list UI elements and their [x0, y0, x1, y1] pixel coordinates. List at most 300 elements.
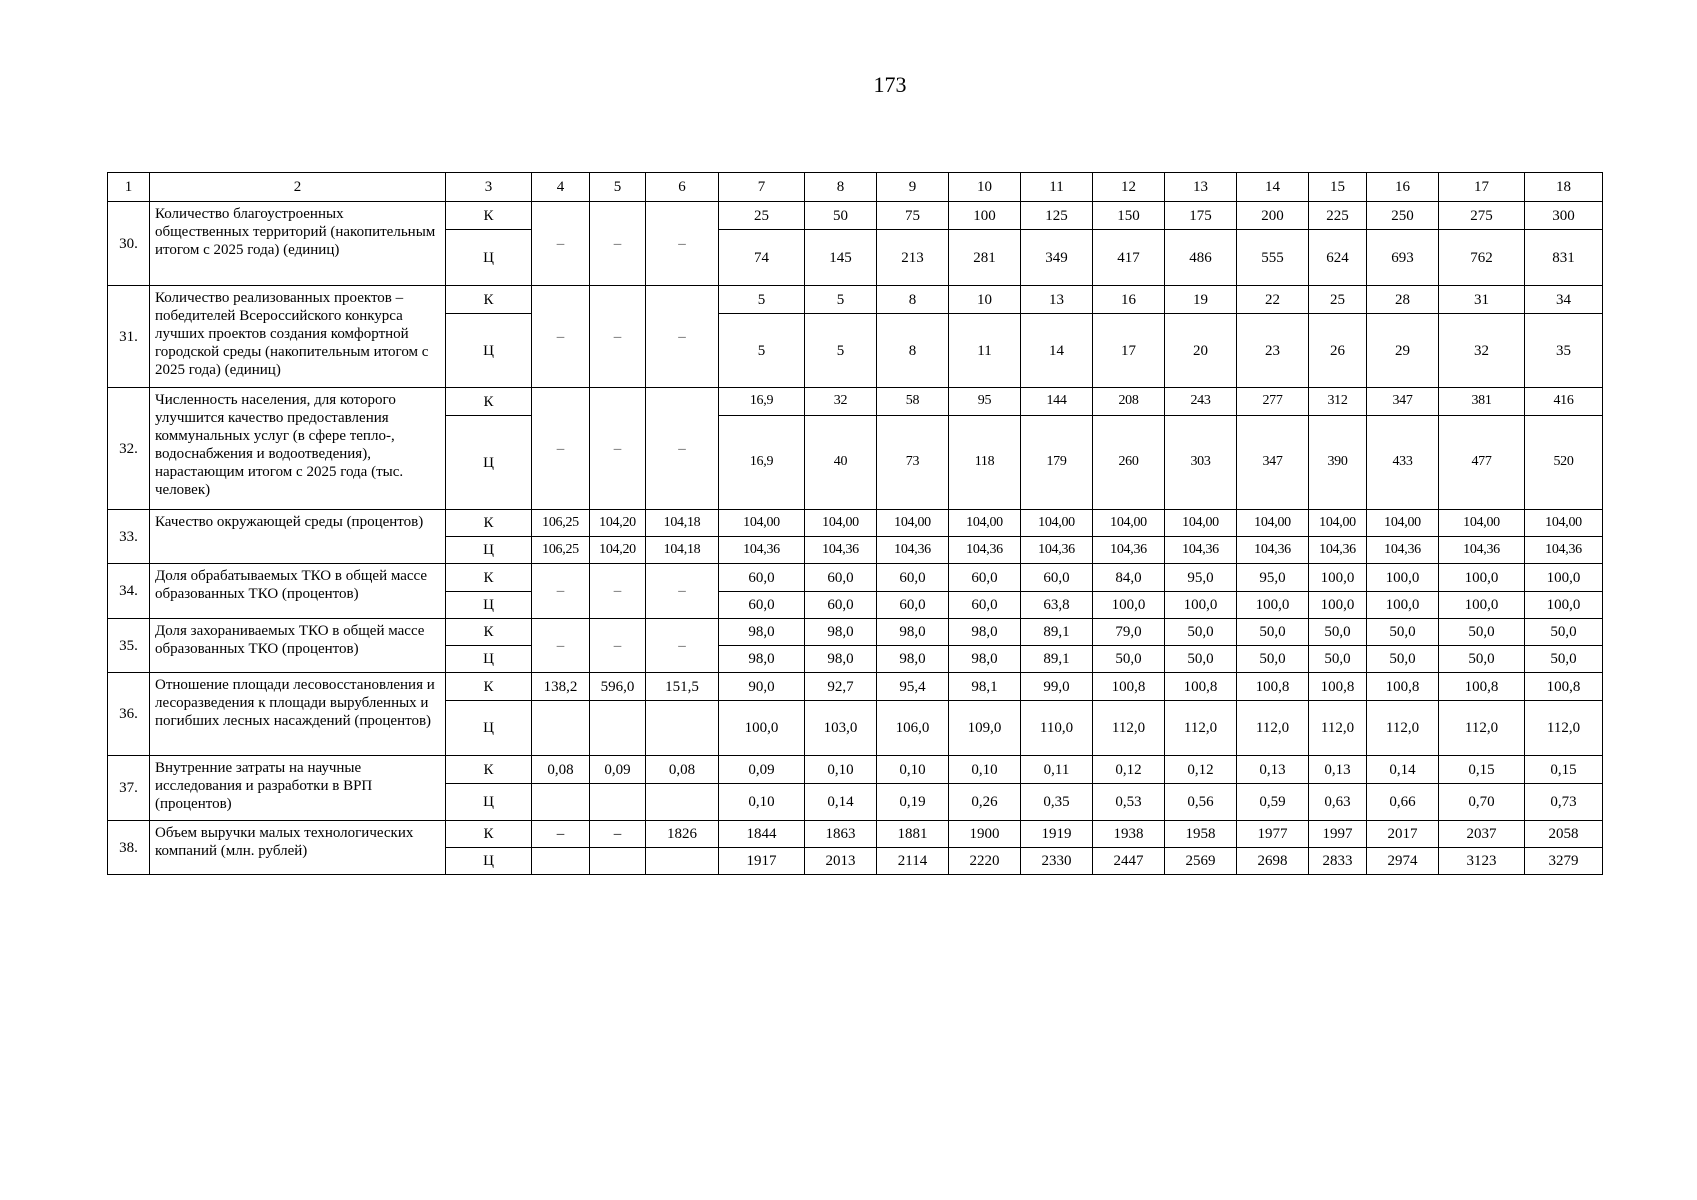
k-value: 0,10	[877, 756, 949, 784]
k-value: 50,0	[1439, 619, 1525, 646]
early-value: –	[590, 202, 646, 286]
c-value: 104,36	[1093, 537, 1165, 564]
row-type-label: К	[446, 619, 532, 646]
k-value: 104,00	[1021, 510, 1093, 537]
c-value: 60,0	[949, 592, 1021, 619]
early-value: –	[590, 286, 646, 388]
k-value: 100,8	[1367, 673, 1439, 701]
k-value: 0,10	[949, 756, 1021, 784]
early-value: –	[590, 619, 646, 673]
row-number: 30.	[108, 202, 150, 286]
c-value: 100,0	[1439, 592, 1525, 619]
k-value: 0,15	[1439, 756, 1525, 784]
c-value: 1917	[719, 848, 805, 875]
c-value: 110,0	[1021, 701, 1093, 756]
c-value: 106,0	[877, 701, 949, 756]
k-value: 50,0	[1309, 619, 1367, 646]
early-value: 104,20	[590, 537, 646, 564]
c-value: 624	[1309, 230, 1367, 286]
k-value: 208	[1093, 388, 1165, 416]
early-value: –	[646, 619, 719, 673]
c-value: 60,0	[805, 592, 877, 619]
k-value: 50	[805, 202, 877, 230]
row-number: 32.	[108, 388, 150, 510]
indicator-name: Доля обрабатываемых ТКО в общей массе образованных ТКО (процентов)	[150, 564, 446, 619]
row-type-label: Ц	[446, 230, 532, 286]
k-value: 0,15	[1525, 756, 1603, 784]
k-value: 0,12	[1093, 756, 1165, 784]
k-value: 0,14	[1367, 756, 1439, 784]
k-value: 312	[1309, 388, 1367, 416]
table-row-k	[108, 619, 1603, 646]
k-value: 99,0	[1021, 673, 1093, 701]
c-value: 179	[1021, 416, 1093, 510]
header-cell: 12	[1093, 173, 1165, 202]
early-value: 138,2	[532, 673, 590, 701]
c-value: 100,0	[1165, 592, 1237, 619]
indicators-table	[107, 172, 1603, 875]
k-value: 95	[949, 388, 1021, 416]
row-number: 38.	[108, 821, 150, 875]
k-value: 144	[1021, 388, 1093, 416]
c-value: 0,66	[1367, 784, 1439, 821]
k-value: 0,13	[1309, 756, 1367, 784]
c-value: 104,36	[949, 537, 1021, 564]
c-value: 281	[949, 230, 1021, 286]
c-value: 98,0	[949, 646, 1021, 673]
k-value: 125	[1021, 202, 1093, 230]
k-value: 104,00	[805, 510, 877, 537]
c-value: 103,0	[805, 701, 877, 756]
c-value: 8	[877, 314, 949, 388]
indicator-name: Объем выручки малых технологических компаний (млн. рублей)	[150, 821, 446, 875]
k-value: 28	[1367, 286, 1439, 314]
row-number: 37.	[108, 756, 150, 821]
k-value: 5	[719, 286, 805, 314]
row-type-label: К	[446, 756, 532, 784]
c-value: 2220	[949, 848, 1021, 875]
early-value: –	[646, 202, 719, 286]
c-value: 109,0	[949, 701, 1021, 756]
early-value: –	[532, 202, 590, 286]
k-value: 31	[1439, 286, 1525, 314]
k-value: 0,10	[805, 756, 877, 784]
table-row-k	[108, 388, 1603, 416]
c-value: 260	[1093, 416, 1165, 510]
row-type-label: Ц	[446, 416, 532, 510]
header-cell: 16	[1367, 173, 1439, 202]
k-value: 175	[1165, 202, 1237, 230]
k-value: 100,0	[1367, 564, 1439, 592]
k-value: 275	[1439, 202, 1525, 230]
c-value: 2447	[1093, 848, 1165, 875]
k-value: 89,1	[1021, 619, 1093, 646]
k-value: 1997	[1309, 821, 1367, 848]
early-value: 151,5	[646, 673, 719, 701]
c-value: 98,0	[719, 646, 805, 673]
table-row-k	[108, 286, 1603, 314]
k-value: 95,0	[1237, 564, 1309, 592]
k-value: 1900	[949, 821, 1021, 848]
c-value: 89,1	[1021, 646, 1093, 673]
c-value: 2013	[805, 848, 877, 875]
early-value: –	[532, 286, 590, 388]
c-value: 104,36	[1309, 537, 1367, 564]
c-value: 50,0	[1439, 646, 1525, 673]
c-value: 0,70	[1439, 784, 1525, 821]
k-value: 60,0	[805, 564, 877, 592]
c-value: 349	[1021, 230, 1093, 286]
k-value: 100,0	[1439, 564, 1525, 592]
header-row	[108, 173, 1603, 202]
c-value: 16,9	[719, 416, 805, 510]
indicator-name: Внутренние затраты на научные исследования и разработки в ВРП (процентов)	[150, 756, 446, 821]
c-value: 50,0	[1309, 646, 1367, 673]
c-value: 23	[1237, 314, 1309, 388]
early-value: –	[646, 388, 719, 510]
c-value: 112,0	[1525, 701, 1603, 756]
k-value: 104,00	[1165, 510, 1237, 537]
c-value: 0,59	[1237, 784, 1309, 821]
k-value: 1844	[719, 821, 805, 848]
c-value: 2114	[877, 848, 949, 875]
c-value: 112,0	[1309, 701, 1367, 756]
k-value: 92,7	[805, 673, 877, 701]
c-value: 104,36	[1165, 537, 1237, 564]
row-type-label: К	[446, 286, 532, 314]
c-value: 74	[719, 230, 805, 286]
indicator-name: Качество окружающей среды (процентов)	[150, 510, 446, 564]
early-value	[646, 784, 719, 821]
k-value: 150	[1093, 202, 1165, 230]
k-value: 25	[1309, 286, 1367, 314]
k-value: 0,12	[1165, 756, 1237, 784]
k-value: 19	[1165, 286, 1237, 314]
c-value: 213	[877, 230, 949, 286]
k-value: 22	[1237, 286, 1309, 314]
header-cell: 7	[719, 173, 805, 202]
early-value: –	[590, 564, 646, 619]
early-value: –	[532, 564, 590, 619]
k-value: 50,0	[1367, 619, 1439, 646]
k-value: 2037	[1439, 821, 1525, 848]
early-value: –	[532, 388, 590, 510]
k-value: 104,00	[1439, 510, 1525, 537]
k-value: 104,00	[1525, 510, 1603, 537]
k-value: 104,00	[1367, 510, 1439, 537]
k-value: 416	[1525, 388, 1603, 416]
k-value: 10	[949, 286, 1021, 314]
k-value: 104,00	[1309, 510, 1367, 537]
c-value: 40	[805, 416, 877, 510]
c-value: 0,56	[1165, 784, 1237, 821]
header-cell: 4	[532, 173, 590, 202]
k-value: 100,8	[1525, 673, 1603, 701]
indicator-name: Доля захораниваемых ТКО в общей массе образованных ТКО (процентов)	[150, 619, 446, 673]
c-value: 112,0	[1439, 701, 1525, 756]
row-type-label: К	[446, 388, 532, 416]
c-value: 2330	[1021, 848, 1093, 875]
early-value: 0,08	[532, 756, 590, 784]
early-value	[646, 848, 719, 875]
table-row-k	[108, 673, 1603, 701]
c-value: 0,63	[1309, 784, 1367, 821]
row-number: 36.	[108, 673, 150, 756]
k-value: 25	[719, 202, 805, 230]
c-value: 100,0	[1525, 592, 1603, 619]
k-value: 100,0	[1309, 564, 1367, 592]
c-value: 14	[1021, 314, 1093, 388]
k-value: 98,0	[949, 619, 1021, 646]
early-value	[646, 701, 719, 756]
table-row-k	[108, 510, 1603, 537]
k-value: 16	[1093, 286, 1165, 314]
k-value: 50,0	[1237, 619, 1309, 646]
k-value: 200	[1237, 202, 1309, 230]
k-value: 100,0	[1525, 564, 1603, 592]
row-number: 35.	[108, 619, 150, 673]
k-value: 100	[949, 202, 1021, 230]
k-value: 16,9	[719, 388, 805, 416]
c-value: 104,36	[1237, 537, 1309, 564]
k-value: 95,0	[1165, 564, 1237, 592]
k-value: 225	[1309, 202, 1367, 230]
k-value: 34	[1525, 286, 1603, 314]
c-value: 112,0	[1165, 701, 1237, 756]
early-value: –	[590, 388, 646, 510]
c-value: 104,36	[1439, 537, 1525, 564]
c-value: 17	[1093, 314, 1165, 388]
header-cell: 11	[1021, 173, 1093, 202]
header-cell: 8	[805, 173, 877, 202]
c-value: 100,0	[1237, 592, 1309, 619]
table-row-k	[108, 821, 1603, 848]
row-number: 33.	[108, 510, 150, 564]
c-value: 63,8	[1021, 592, 1093, 619]
row-number: 34.	[108, 564, 150, 619]
c-value: 104,36	[877, 537, 949, 564]
k-value: 1958	[1165, 821, 1237, 848]
row-type-label: К	[446, 202, 532, 230]
k-value: 98,0	[719, 619, 805, 646]
c-value: 693	[1367, 230, 1439, 286]
c-value: 477	[1439, 416, 1525, 510]
c-value: 73	[877, 416, 949, 510]
c-value: 762	[1439, 230, 1525, 286]
c-value: 2974	[1367, 848, 1439, 875]
page-number: 173	[873, 72, 907, 97]
k-value: 50,0	[1165, 619, 1237, 646]
k-value: 243	[1165, 388, 1237, 416]
c-value: 0,73	[1525, 784, 1603, 821]
indicator-name: Количество благоустроенных общественных территорий (накопительным итогом с 2025 года) (единиц)	[150, 202, 446, 286]
header-cell: 13	[1165, 173, 1237, 202]
row-type-label: Ц	[446, 701, 532, 756]
row-type-label: Ц	[446, 646, 532, 673]
c-value: 112,0	[1367, 701, 1439, 756]
c-value: 98,0	[877, 646, 949, 673]
c-value: 50,0	[1525, 646, 1603, 673]
k-value: 104,00	[877, 510, 949, 537]
indicator-name: Численность населения, для которого улучшится качество предоставления коммунальных услуг (в сфере тепло-, водоснабжения и водоотведения), нарастающим итогом с 2025 года (тыс. человек)	[150, 388, 446, 510]
row-type-label: Ц	[446, 848, 532, 875]
header-cell: 18	[1525, 173, 1603, 202]
k-value: 381	[1439, 388, 1525, 416]
early-value	[532, 848, 590, 875]
header-cell: 5	[590, 173, 646, 202]
c-value: 145	[805, 230, 877, 286]
k-value: 0,13	[1237, 756, 1309, 784]
early-value: 104,20	[590, 510, 646, 537]
k-value: 60,0	[719, 564, 805, 592]
row-type-label: К	[446, 673, 532, 701]
c-value: 0,26	[949, 784, 1021, 821]
early-value: 1826	[646, 821, 719, 848]
c-value: 35	[1525, 314, 1603, 388]
k-value: 0,11	[1021, 756, 1093, 784]
c-value: 347	[1237, 416, 1309, 510]
k-value: 84,0	[1093, 564, 1165, 592]
c-value: 26	[1309, 314, 1367, 388]
c-value: 60,0	[719, 592, 805, 619]
row-type-label: Ц	[446, 784, 532, 821]
k-value: 79,0	[1093, 619, 1165, 646]
k-value: 100,8	[1309, 673, 1367, 701]
early-value: 596,0	[590, 673, 646, 701]
table-row-k	[108, 202, 1603, 230]
c-value: 0,10	[719, 784, 805, 821]
c-value: 390	[1309, 416, 1367, 510]
header-cell: 6	[646, 173, 719, 202]
early-value	[590, 784, 646, 821]
c-value: 0,19	[877, 784, 949, 821]
k-value: 1938	[1093, 821, 1165, 848]
k-value: 8	[877, 286, 949, 314]
k-value: 60,0	[1021, 564, 1093, 592]
row-type-label: К	[446, 821, 532, 848]
c-value: 433	[1367, 416, 1439, 510]
k-value: 75	[877, 202, 949, 230]
early-value: –	[532, 821, 590, 848]
row-number: 31.	[108, 286, 150, 388]
early-value: –	[590, 821, 646, 848]
c-value: 2569	[1165, 848, 1237, 875]
k-value: 104,00	[1237, 510, 1309, 537]
k-value: 50,0	[1525, 619, 1603, 646]
early-value: –	[532, 619, 590, 673]
k-value: 347	[1367, 388, 1439, 416]
c-value: 5	[719, 314, 805, 388]
early-value: 106,25	[532, 537, 590, 564]
c-value: 5	[805, 314, 877, 388]
c-value: 104,36	[1367, 537, 1439, 564]
header-cell: 9	[877, 173, 949, 202]
k-value: 1863	[805, 821, 877, 848]
c-value: 98,0	[805, 646, 877, 673]
k-value: 32	[805, 388, 877, 416]
early-value	[590, 701, 646, 756]
c-value: 100,0	[1367, 592, 1439, 619]
early-value: 0,09	[590, 756, 646, 784]
c-value: 555	[1237, 230, 1309, 286]
early-value	[590, 848, 646, 875]
k-value: 90,0	[719, 673, 805, 701]
k-value: 98,1	[949, 673, 1021, 701]
table-row-k	[108, 756, 1603, 784]
c-value: 486	[1165, 230, 1237, 286]
header-cell: 14	[1237, 173, 1309, 202]
early-value: 104,18	[646, 510, 719, 537]
k-value: 250	[1367, 202, 1439, 230]
c-value: 100,0	[1093, 592, 1165, 619]
c-value: 50,0	[1093, 646, 1165, 673]
k-value: 13	[1021, 286, 1093, 314]
k-value: 2058	[1525, 821, 1603, 848]
c-value: 32	[1439, 314, 1525, 388]
k-value: 100,8	[1439, 673, 1525, 701]
c-value: 50,0	[1165, 646, 1237, 673]
k-value: 2017	[1367, 821, 1439, 848]
c-value: 3279	[1525, 848, 1603, 875]
k-value: 0,09	[719, 756, 805, 784]
k-value: 1977	[1237, 821, 1309, 848]
early-value	[532, 784, 590, 821]
k-value: 100,8	[1165, 673, 1237, 701]
c-value: 104,36	[1525, 537, 1603, 564]
k-value: 300	[1525, 202, 1603, 230]
c-value: 11	[949, 314, 1021, 388]
c-value: 112,0	[1093, 701, 1165, 756]
c-value: 112,0	[1237, 701, 1309, 756]
row-type-label: К	[446, 564, 532, 592]
c-value: 104,36	[805, 537, 877, 564]
k-value: 60,0	[949, 564, 1021, 592]
k-value: 1919	[1021, 821, 1093, 848]
row-type-label: К	[446, 510, 532, 537]
header-cell: 1	[108, 173, 150, 202]
c-value: 20	[1165, 314, 1237, 388]
header-cell: 3	[446, 173, 532, 202]
table-row-k	[108, 564, 1603, 592]
k-value: 58	[877, 388, 949, 416]
c-value: 520	[1525, 416, 1603, 510]
k-value: 104,00	[1093, 510, 1165, 537]
k-value: 100,8	[1093, 673, 1165, 701]
early-value: –	[646, 564, 719, 619]
indicator-name: Количество реализованных проектов – победителей Всероссийского конкурса лучших проектов создания комфортной городской среды (накопительным итогом с 2025 года) (единиц)	[150, 286, 446, 388]
c-value: 118	[949, 416, 1021, 510]
k-value: 100,8	[1237, 673, 1309, 701]
c-value: 50,0	[1367, 646, 1439, 673]
c-value: 104,36	[719, 537, 805, 564]
c-value: 2833	[1309, 848, 1367, 875]
k-value: 104,00	[719, 510, 805, 537]
header-cell: 17	[1439, 173, 1525, 202]
row-type-label: Ц	[446, 592, 532, 619]
early-value: 104,18	[646, 537, 719, 564]
c-value: 0,14	[805, 784, 877, 821]
c-value: 29	[1367, 314, 1439, 388]
k-value: 98,0	[805, 619, 877, 646]
c-value: 417	[1093, 230, 1165, 286]
k-value: 60,0	[877, 564, 949, 592]
row-type-label: Ц	[446, 537, 532, 564]
header-cell: 15	[1309, 173, 1367, 202]
early-value	[532, 701, 590, 756]
early-value: 0,08	[646, 756, 719, 784]
early-value: –	[646, 286, 719, 388]
c-value: 303	[1165, 416, 1237, 510]
